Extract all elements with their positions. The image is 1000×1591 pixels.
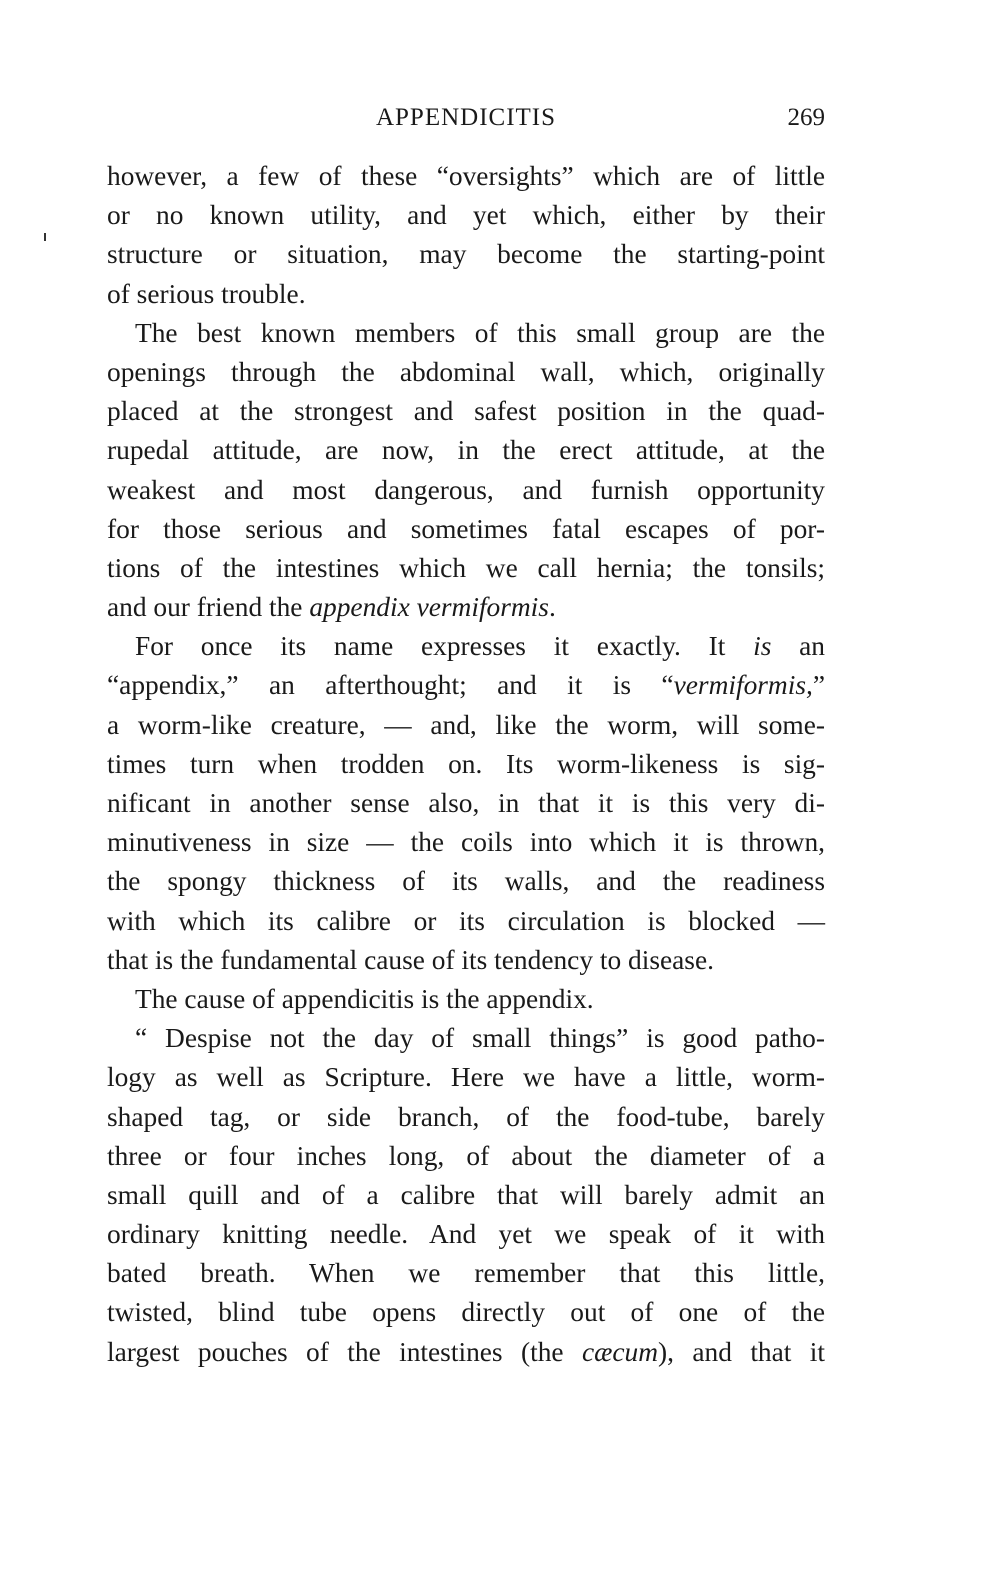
italic-term: is xyxy=(753,631,772,662)
text-line xyxy=(107,627,825,666)
text-line: structure or situation, may become the starting-point xyxy=(107,239,825,270)
text-line: of serious trouble. xyxy=(107,278,306,309)
running-title: APPENDICITIS xyxy=(375,104,557,131)
text-line: placed at the strongest and safest position in the quad- xyxy=(107,396,825,427)
text-line: tions of the intestines which we call hernia; the tonsils; xyxy=(107,552,825,583)
text-line: bated breath. When we remember that this little, xyxy=(107,1258,825,1289)
text-line: however, a few of these “oversights” which are of little xyxy=(107,161,825,191)
text-line: logy as well as Scripture. Here we have a little, worm- xyxy=(107,1062,825,1093)
text-run: an xyxy=(771,631,826,662)
text-line xyxy=(107,1333,825,1372)
text-line xyxy=(107,588,825,627)
text-line: ordinary knitting needle. And yet we speak of it with xyxy=(107,1219,825,1250)
text-run: and our friend the xyxy=(107,592,310,623)
paragraph-4 xyxy=(107,980,825,1019)
text-run: largest pouches of the intestines (the xyxy=(107,1336,582,1367)
running-head xyxy=(107,100,825,140)
text-line: or no known utility, and yet which, either by their xyxy=(107,200,825,231)
text-line xyxy=(107,666,825,705)
text-line: a worm-like creature, — and, like the worm, will some- xyxy=(107,709,825,740)
text-run: For once its name expresses it exactly. It xyxy=(135,631,754,662)
text-run: ), and that it xyxy=(658,1336,825,1367)
text-line: that is the fundamental cause of its tendency to disease. xyxy=(107,944,714,975)
text-line: the spongy thickness of its walls, and the readiness xyxy=(107,866,825,897)
text-line: “ Despise not the day of small things” is good patho- xyxy=(135,1023,825,1054)
text-line: The best known members of this small group are the xyxy=(135,317,825,348)
text-line: weakest and most dangerous, and furnish opportunity xyxy=(107,474,825,505)
body-text xyxy=(107,157,825,1372)
text-line: The cause of appendicitis is the appendix. xyxy=(135,983,594,1014)
text-line: small quill and of a calibre that will barely admit an xyxy=(107,1179,825,1210)
text-run: . xyxy=(548,592,556,623)
text-line: for those serious and sometimes fatal escapes of por- xyxy=(107,513,825,544)
text-line: twisted, blind tube opens directly out of one of the xyxy=(107,1297,825,1328)
text-line: times turn when trodden on. Its worm-likeness is sig- xyxy=(107,748,825,779)
text-line: nificant in another sense also, in that it is this very di- xyxy=(107,788,825,818)
text-line: minutiveness in size — the coils into which it is thrown, xyxy=(107,827,825,858)
page-number: 269 xyxy=(787,104,825,131)
italic-term: vermiformis, xyxy=(673,670,813,701)
text-run: “appendix,” an afterthought; and it is “ xyxy=(107,670,674,701)
paragraph-5 xyxy=(107,1019,825,1372)
paragraph-3 xyxy=(107,627,825,980)
text-line: with which its calibre or its circulation is blocked — xyxy=(107,905,825,936)
italic-term: appendix vermiformis xyxy=(309,592,549,623)
text-line: shaped tag, or side branch, of the food-tube, barely xyxy=(107,1101,825,1132)
text-line: three or four inches long, of about the diameter of a xyxy=(107,1140,825,1171)
text-line: rupedal attitude, are now, in the erect attitude, at the xyxy=(107,435,825,466)
margin-mark xyxy=(44,233,46,241)
paragraph-2 xyxy=(107,314,825,628)
italic-term: cæcum xyxy=(581,1336,659,1367)
text-line: openings through the abdominal wall, which, originally xyxy=(107,356,825,387)
paragraph-1 xyxy=(107,157,825,314)
text-run: ” xyxy=(812,670,825,701)
